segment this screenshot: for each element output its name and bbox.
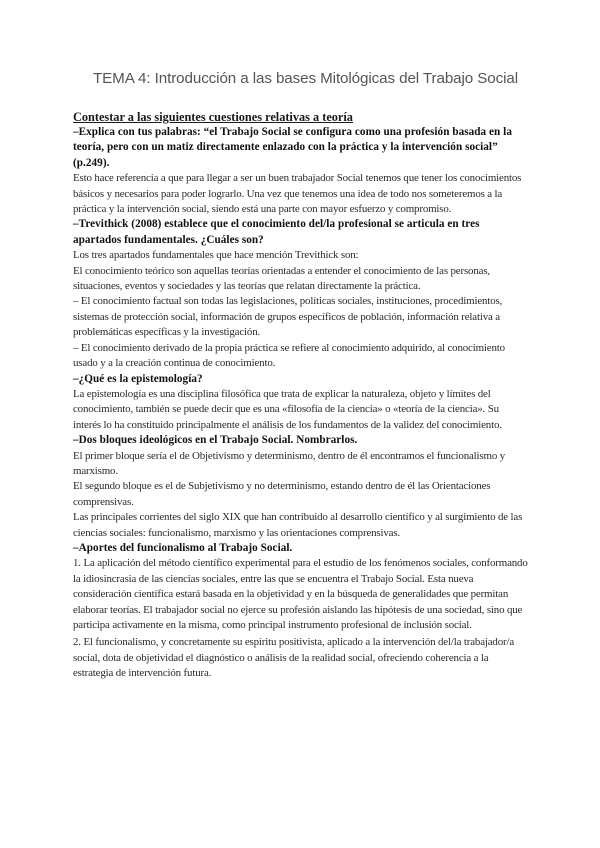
paragraph: El segundo bloque es el de Subjetivismo y no determinismo, estando dentro de él las Orientaciones comprensivas.: [73, 480, 491, 508]
document-title: TEMA 4: Introducción a las bases Mitológicas del Trabajo Social: [92, 70, 519, 87]
paragraph: Esto hace referencia a que para llegar a ser un buen trabajador Social tenemos que tener los conocimientos básicos y necesarios para poder lograrlo. Una vez que tenemos una idea de todo nos someteremos a la práctica y la intervención social, siendo está una parte con mayor esfuerzo y compromiso.: [73, 172, 522, 216]
paragraph: 2. El funcionalismo, y concretamente su espíritu positivista, aplicado a la intervención del/la trabajador/a social, dota de objetividad el diagnóstico o análisis de la realidad social, ofreciendo coherencia a la estrategia de intervención futura.: [73, 636, 515, 680]
paragraph: – El conocimiento factual son todas las legislaciones, políticas sociales, instituciones, procedimientos, sistemas de protección social, información de grupos específicos de población, información relativa a problemáticas específicas y la investigación.: [73, 295, 503, 339]
paragraph: Los tres apartados fundamentales que hace mención Trevithick son:: [73, 249, 359, 262]
section-heading: Contestar a las siguientes cuestiones relativas a teoría: [73, 110, 353, 124]
paragraph: Las principales corrientes del siglo XIX que han contribuido al desarrollo científico y al surgimiento de las ciencias sociales: funcionalismo, marxismo y las orientaciones comprensivas.: [73, 511, 523, 539]
question-heading: –Explica con tus palabras: “el Trabajo Social se configura como una profesión basada en la teoría, pero con un matiz directamente enlazado con la práctica y la intervención social” (p.249).: [73, 126, 512, 169]
question-heading: –Trevithick (2008) establece que el conocimiento del/la profesional se articula en tres apartados fundamentales. ¿Cuáles son?: [73, 218, 480, 246]
paragraph: 1. La aplicación del método científico experimental para el estudio de los fenómenos sociales, conformando la idiosincrasia de las ciencias sociales, entre las que se encuentra el Trabajo Social. Esta nueva consideración científica estará basada en la objetividad y en la búsqueda de generalidades que permitan elaborar teorías. El trabajador social no ejerce su profesión aislando las hipótesis de una sociedad, sino que participa activamente en la misma, como principal instrumento profesional de inclusión social.: [73, 557, 528, 631]
question-heading: –Dos bloques ideológicos en el Trabajo Social. Nombrarlos.: [73, 434, 358, 447]
question-heading: –Aportes del funcionalismo al Trabajo Social.: [73, 541, 293, 554]
document-body: [73, 125, 528, 682]
paragraph: La epistemología es una disciplina filosófica que trata de explicar la naturaleza, objeto y límites del conocimiento, también se puede decir que es una «filosofía de la ciencia» o «teoría de la ciencia». Su interés lo ha constituido principalmente el análisis de los fundamentos de la validez del conocimiento.: [73, 387, 502, 431]
paragraph: El primer bloque sería el de Objetivismo y determinismo, dentro de él encontramos el funcionalismo y marxismo.: [73, 449, 506, 477]
question-heading: –¿Qué es la epistemología?: [73, 372, 203, 385]
paragraph: El conocimiento teórico son aquellas teorías orientadas a entender el conocimiento de las personas, situaciones, eventos y sociedades y las teorías que relatan directamente la práctica.: [73, 264, 490, 293]
paragraph: – El conocimiento derivado de la propia práctica se refiere al conocimiento adquirido, al conocimiento usado y a la creación continua de conocimiento.: [73, 341, 505, 370]
